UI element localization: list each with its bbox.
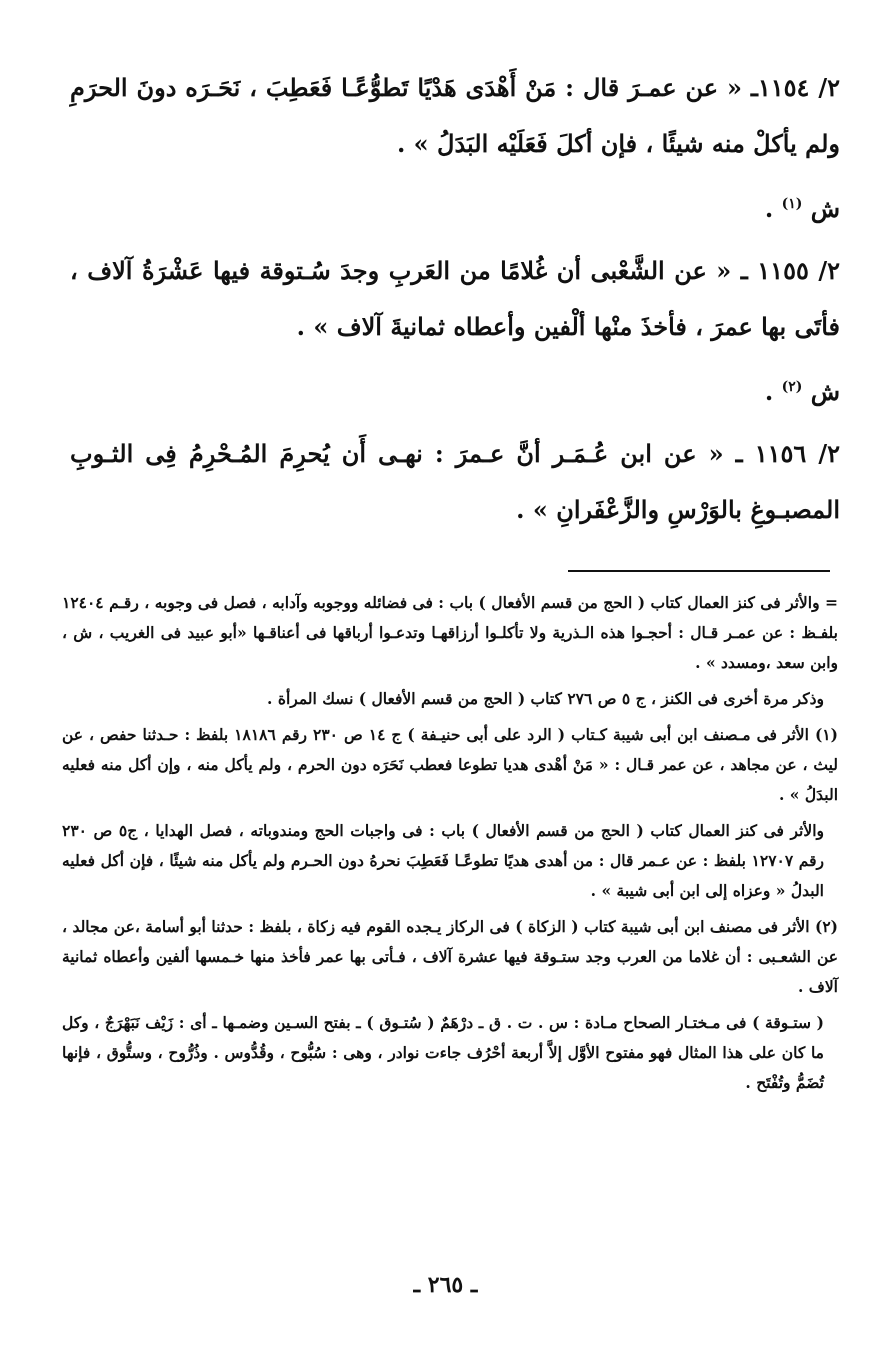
source-abbrev: ش (810, 377, 840, 406)
footnote-2-extra: ( ستـوقة ) فى مـختـار الصحاح مـادة : س . ت . ق ـ درْهَمٌ ( سُتـوق ) ـ بفتح السـين وضمـها ـ أى : زَيْف نَبَهْرَجٌ ، وكل ما كان على هذا المثال فهو مفتوح الأوَّل إلاَّ أربعة أحْرُف جاءت نوادر ، وهى : سُبُّوح ، وقُدُّوس . وذُرُّوح ، وستُّوق ، فإنها تُضَمُّ وتُفْتَح . (62, 1013, 824, 1092)
source-line-1155: ش $^{(٢)}$ . (764, 377, 840, 406)
hadith-1154: ٢/ ١١٥٤ـ « عن عمـرَ قال : مَنْ أَهْدَى هَدْيًا تَطوُّعًـا فَعَطِبَ ، نَحَـرَه دونَ الحرَمِ ولم يأكلْ منه شيئًا ، فإن أكلَ فَعَلَيْه البَدَلُ » . (70, 73, 840, 158)
footnote-1-extra: والأثر فى كنز العمال كتاب ( الحج من قسم الأفعال ) باب : فى واجبات الحج ومندوباته ، فصل الهدايا ، ج٥ ص ٢٣٠ رقم ١٢٧٠٧ بلفظ : عن عـمر قال : من أهدى هديًا تطوعًـا فَعَطِبَ نحرهُ دون الحـرم ولم يأكل منه شيئًا ، فإن أكل فعليه البدلُ « وعزاه إلى ابن أبى شيبة » . (62, 821, 825, 900)
main-text (70, 60, 840, 538)
footnotes (62, 588, 838, 1104)
page-number: ـ ٢٦٥ ـ (413, 1272, 478, 1298)
footnote-2: (٢) الأثر فى مصنف ابن أبى شيبة كتاب ( الزكاة ) فى الركاز يـجده القوم فيه زكاة ، بلفظ : حدثنا أبو أسامة ،عن مجالد ، عن الشعـبى : أن غلاما من العرب وجد ستـوقة فيها عشرة آلاف ، فـأتى بها عمر فأخذ منها خـمسها ألفين وأعطاه ثمانية آلاف . (62, 917, 838, 996)
source-line-1154: ش $^{(١)}$ . (764, 194, 840, 223)
hadith-1155: ٢/ ١١٥٥ ـ « عن الشَّعْبى أن غُلامًا من العَربِ وجدَ سُـتوقة فيها عَشْرَةُ آلاف ، فأتَى بها عمرَ ، فأخذَ منْها ألْفين وأعطاه ثمانيةَ آلاف » . (70, 256, 840, 341)
footnote-continuation: = والأثر فى كنز العمال كتاب ( الحج من قسم الأفعال ) باب : فى فضائله ووجوبه وآدابه ، فصل فى وجوبه ، رقـم ١٢٤٠٤ بلفـظ : عن عمـر قـال : أحجـوا هذه الـذرية ولا تأكلـوا أرزاقهـا وتدعـوا أرباقها فى أعناقـها «أبو عبيد فى الغريب ، ش ، وابن سعد ،ومسدد » . (62, 593, 838, 672)
hadith-1156: ٢/ ١١٥٦ ـ « عن ابن عُـمَـر أنَّ عـمرَ : نهـى أَن يُحرِمَ المُـحْرِمُ فِى الثـوبِ المصبـوغِ بالوَرْسِ والزَّعْفَرانِ » . (70, 439, 840, 524)
footnote-ref: (٢) (781, 379, 803, 395)
footnote-1: (١) الأثر فى مـصنف ابن أبى شيبة كـتاب ( الرد على أبى حنيـفة ) ج ١٤ ص ٢٣٠ رقم ١٨١٨٦ بلفظ : حـدثنا حفص ، عن ليث ، عن مجاهد ، عن عمر قـال : « مَنْ أهْدى هديا تطوعا فعطب نَحَرَه دون الحرم ، ولم يأكل منه ، وإن أكل منه فعليه البدَلُ » . (62, 725, 838, 804)
footnote-separator (568, 570, 830, 572)
footnote-ref: (١) (781, 196, 803, 212)
source-abbrev: ش (810, 194, 840, 223)
footnote-continuation-extra: وذكر مرة أخرى فى الكنز ، ج ٥ ص ٢٧٦ كتاب ( الحج من قسم الأفعال ) نسك المرأة . (267, 689, 824, 708)
